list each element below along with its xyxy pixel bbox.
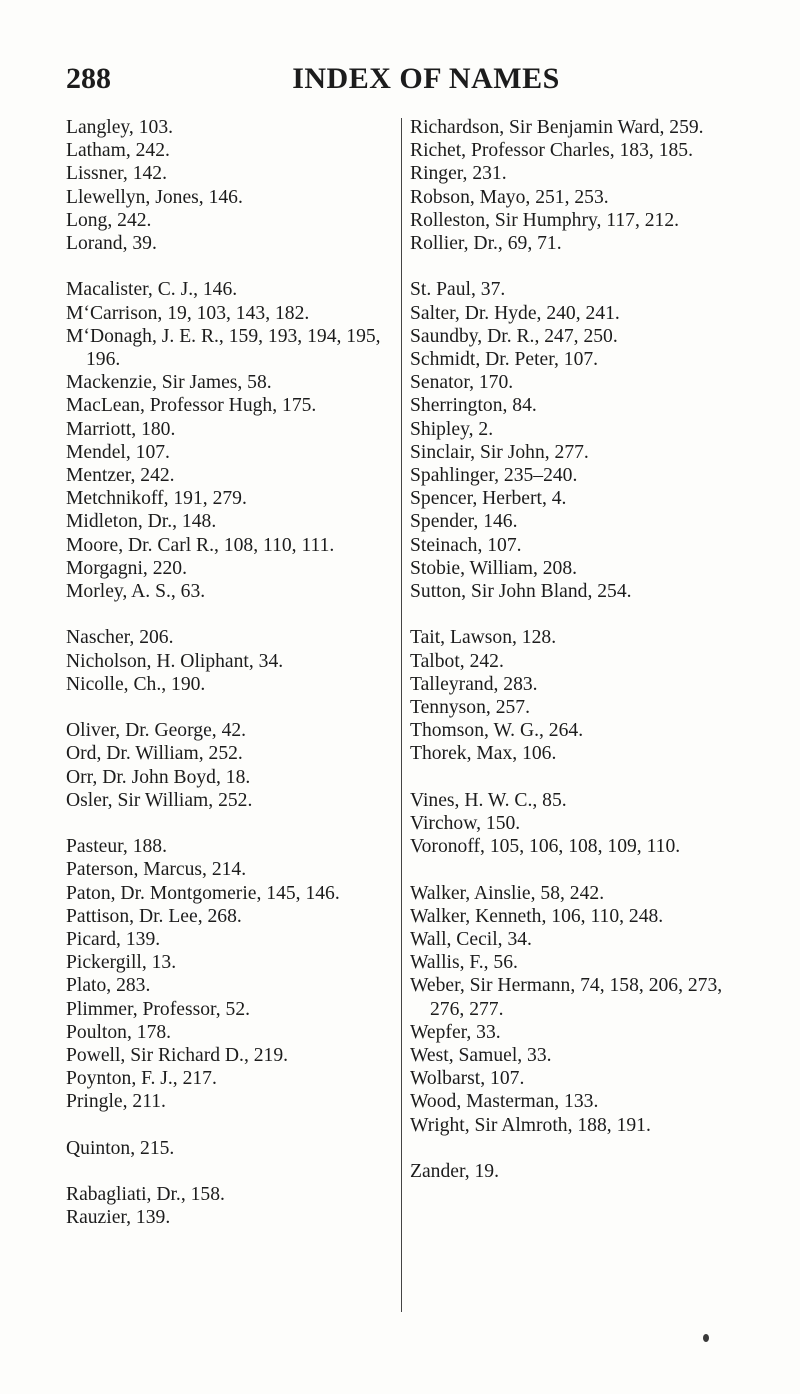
index-entry: Steinach, 107. [410, 534, 522, 556]
index-entry: Rauzier, 139. [66, 1207, 171, 1229]
index-entry: Saundby, Dr. R., 247, 250. [410, 325, 618, 347]
index-column-right [410, 116, 748, 1183]
index-entry: Osler, Sir William, 252. [66, 789, 253, 811]
index-letter-group [410, 882, 748, 1137]
page-number: 288 [66, 62, 111, 95]
index-entry: Lorand, 39. [66, 233, 157, 255]
index-entry: Poynton, F. J., 217. [66, 1068, 217, 1090]
index-entry: M‘Carrison, 19, 103, 143, 182. [66, 302, 310, 324]
index-entry: Ringer, 231. [410, 163, 507, 185]
index-entry: Wall, Cecil, 34. [410, 929, 532, 951]
index-entry: Vines, H. W. C., 85. [410, 789, 567, 811]
index-letter-group [66, 626, 396, 696]
ink-speck [703, 1334, 709, 1342]
index-letter-group [66, 1183, 396, 1229]
index-letter-group [410, 626, 748, 765]
index-entry: Richardson, Sir Benjamin Ward, 259. [410, 117, 704, 138]
index-entry: Nicholson, H. Oliphant, 34. [66, 650, 284, 672]
index-entry: Pattison, Dr. Lee, 268. [66, 905, 242, 927]
index-entry: Wepfer, 33. [410, 1021, 501, 1043]
index-entry: Nicolle, Ch., 190. [66, 673, 206, 695]
index-entry: Wood, Masterman, 133. [410, 1091, 599, 1113]
index-entry: Morley, A. S., 63. [66, 581, 206, 603]
index-entry: Talleyrand, 283. [410, 673, 538, 695]
index-entry: Metchnikoff, 191, 279. [66, 488, 247, 510]
index-entry: Lissner, 142. [66, 163, 167, 185]
index-entry: West, Samuel, 33. [410, 1045, 552, 1067]
index-entry: Marriott, 180. [66, 418, 176, 440]
index-entry: Rollier, Dr., 69, 71. [410, 233, 562, 255]
index-letter-group [410, 1160, 748, 1183]
index-entry: Salter, Dr. Hyde, 240, 241. [410, 302, 620, 324]
index-entry: Sherrington, 84. [410, 395, 537, 417]
index-entry: Pasteur, 188. [66, 836, 167, 858]
index-entry: Talbot, 242. [410, 650, 504, 672]
index-entry: Zander, 19. [410, 1161, 499, 1183]
index-letter-group [66, 719, 396, 812]
index-entry: Spencer, Herbert, 4. [410, 488, 567, 510]
index-entry: Mentzer, 242. [66, 465, 175, 487]
index-entry: Wallis, F., 56. [410, 952, 518, 974]
index-entry: Voronoff, 105, 106, 108, 109, 110. [410, 836, 681, 858]
index-entry: Tait, Lawson, 128. [410, 627, 557, 649]
index-entry: Langley, 103. [66, 117, 174, 138]
index-entry: Wolbarst, 107. [410, 1068, 525, 1090]
index-entry: Powell, Sir Richard D., 219. [66, 1045, 289, 1067]
index-entry: Schmidt, Dr. Peter, 107. [410, 349, 599, 371]
index-entry: Picard, 139. [66, 929, 161, 951]
page-title: INDEX OF NAMES [292, 62, 560, 95]
index-entry: Macalister, C. J., 146. [66, 279, 238, 301]
page-header [66, 62, 746, 102]
index-letter-group [410, 789, 748, 859]
index-entry: Spahlinger, 235–240. [410, 465, 578, 487]
index-entry: Walker, Ainslie, 58, 242. [410, 882, 605, 904]
index-entry: Sinclair, Sir John, 277. [410, 441, 589, 463]
index-entry: Llewellyn, Jones, 146. [66, 186, 243, 208]
index-entry: Moore, Dr. Carl R., 108, 110, 111. [66, 534, 335, 556]
index-letter-group [66, 835, 396, 1113]
index-entry: Wright, Sir Almroth, 188, 191. [410, 1114, 651, 1136]
index-entry: Rabagliati, Dr., 158. [66, 1184, 225, 1206]
index-entry: Poulton, 178. [66, 1021, 172, 1043]
index-entry: Plato, 283. [66, 975, 151, 997]
index-entry: Pringle, 211. [66, 1091, 166, 1113]
index-letter-group [410, 278, 748, 603]
column-divider [401, 118, 402, 1312]
index-entry: Rolleston, Sir Humphry, 117, 212. [410, 209, 680, 231]
index-entry: Quinton, 215. [66, 1137, 175, 1159]
index-column-left [66, 116, 396, 1230]
index-entry: Spender, 146. [410, 511, 518, 533]
index-entry: Tennyson, 257. [410, 697, 530, 719]
index-letter-group [410, 116, 748, 255]
index-entry: MacLean, Professor Hugh, 175. [66, 395, 317, 417]
index-entry: Paterson, Marcus, 214. [66, 859, 247, 881]
index-entry: Midleton, Dr., 148. [66, 511, 217, 533]
index-entry: Thorek, Max, 106. [410, 743, 557, 765]
index-entry: Long, 242. [66, 209, 152, 231]
index-letter-group [66, 116, 396, 255]
index-entry: Walker, Kenneth, 106, 110, 248. [410, 905, 664, 927]
index-entry: Morgagni, 220. [66, 557, 188, 579]
index-entry: Orr, Dr. John Boyd, 18. [66, 766, 251, 788]
index-entry: Mendel, 107. [66, 441, 170, 463]
index-entry: Thomson, W. G., 264. [410, 720, 584, 742]
index-entry: Pickergill, 13. [66, 952, 177, 974]
index-entry: Latham, 242. [66, 140, 170, 162]
index-letter-group [66, 278, 396, 603]
index-entry: Weber, Sir Hermann, 74, 158, 206, 273, 276, 277. [410, 975, 723, 1020]
index-entry: Stobie, William, 208. [410, 557, 578, 579]
index-entry: Shipley, 2. [410, 418, 494, 440]
index-entry: Richet, Professor Charles, 183, 185. [410, 140, 693, 162]
index-entry: M‘Donagh, J. E. R., 159, 193, 194, 195, 196. [66, 325, 381, 371]
index-letter-group [66, 1137, 396, 1160]
index-entry: Plimmer, Professor, 52. [66, 998, 251, 1020]
index-entry: Virchow, 150. [410, 813, 521, 835]
index-entry: Sutton, Sir John Bland, 254. [410, 581, 632, 603]
index-entry: St. Paul, 37. [410, 279, 506, 301]
index-entry: Robson, Mayo, 251, 253. [410, 186, 609, 208]
index-entry: Ord, Dr. William, 252. [66, 743, 243, 765]
index-entry: Oliver, Dr. George, 42. [66, 720, 247, 742]
index-entry: Mackenzie, Sir James, 58. [66, 372, 272, 394]
index-entry: Paton, Dr. Montgomerie, 145, 146. [66, 882, 340, 904]
index-entry: Nascher, 206. [66, 627, 174, 649]
index-entry: Senator, 170. [410, 372, 514, 394]
